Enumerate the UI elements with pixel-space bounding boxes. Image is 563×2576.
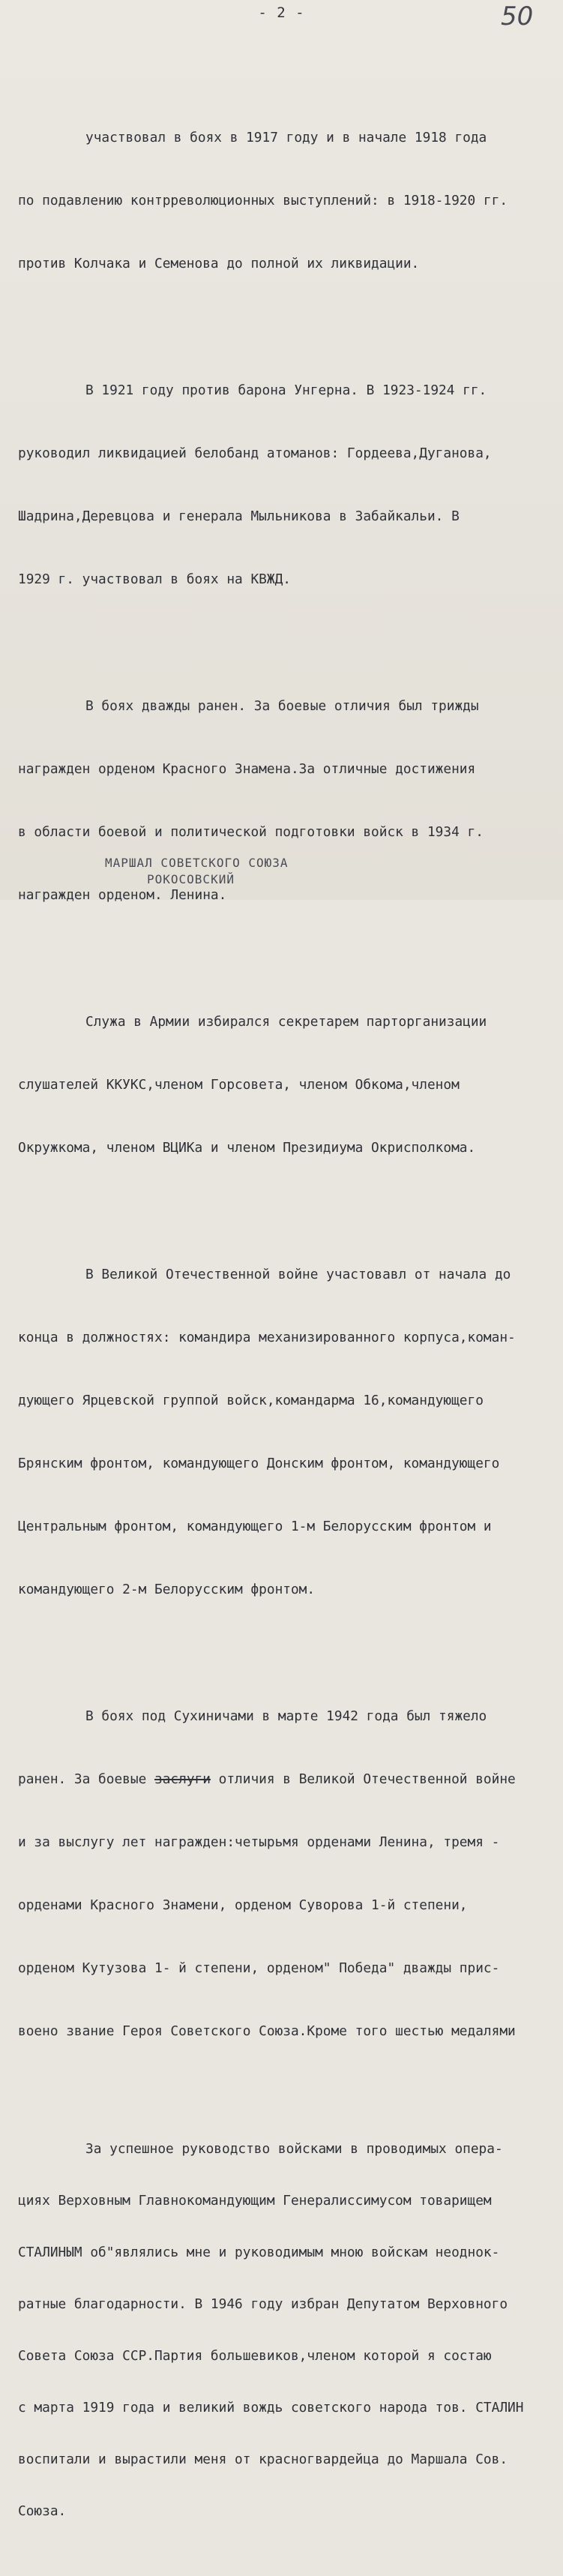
text-line: За успешное руководство войсками в проводимых опера- [85,2141,503,2157]
text-line: конца в должностях: командира механизированного корпуса,коман- [18,1330,516,1345]
text-line: орденом Кутузова 1- й степени, орденом" Победа" дважды прис- [18,1960,500,1976]
paragraph-5 [18,1222,552,1642]
text-line: В боях под Сухиничами в марте 1942 года был тяжело [85,1708,487,1724]
text-line: слушателей ККУКС,членом Горсовета, членом Обкома,членом [18,1077,460,1093]
paragraph-1 [18,85,552,316]
text-line: В 1921 году против барона Унгерна. В 1923-1924 гг. [85,382,487,398]
document-body [18,85,552,2576]
text-line: В Великой Отечественной войне участовавл от начала до [85,1267,511,1282]
page-number: - 2 - [258,4,305,21]
text-line: по подавлению контрреволюционных выступлений: в 1918-1920 гг. [18,193,508,208]
text-line: Совета Союза ССР.Партия большевиков,членом которой я состаю [18,2348,492,2364]
text-line: руководил ликвидацией белобанд атоманов: Гордеева,Дуганова, [18,445,492,461]
text-line: ратные благодарности. В 1946 году избран Депутатом Верховного [18,2296,508,2312]
paragraph-4 [18,970,552,1201]
text-line: и за выслугу лет награжден:четырьмя орденами Ленина, тремя - [18,1834,500,1850]
text-line: в области боевой и политической подготовки войск в 1934 г. [18,824,484,840]
signature-title: МАРШАЛ СОВЕТСКОГО СОЮЗА [105,856,289,870]
text-line: 1929 г. участвовал в боях на КВЖД. [18,571,291,587]
signature-name: РОКОСОВСКИЙ [147,872,235,886]
text-line: Союза. [18,2503,67,2519]
text-line: Центральным фронтом, командующего 1-м Белорусским фронтом и [18,1519,492,1534]
text-line: награжден орденом Красного Знамена.За отличные достижения [18,761,476,777]
paragraph-3 [18,654,552,948]
text-line: награжден орденом. Ленина. [18,887,227,903]
text-line: против Колчака и Семенова до полной их ликвидации. [18,256,420,271]
text-line: с марта 1919 года и великий вождь советского народа тов. СТАЛИН [18,2400,524,2416]
archive-folio-number: 50 [501,1,534,31]
struck-out-word: заслуги [154,1771,211,1787]
text-line: командующего 2-м Белорусским фронтом. [18,1582,316,1597]
text-line: участвовал в боях в 1917 году и в начале 1918 года [85,130,487,145]
paragraph-2 [18,338,552,632]
text-line: дующего Ярцевской группой войск,командарма 16,командующего [18,1393,484,1408]
text-line: Брянским фронтом, командующего Донским фронтом, командующего [18,1456,500,1471]
text-line: Окружкома, членом ВЦИКа и членом Президиума Окрисполкома. [18,1140,476,1156]
text-line-with-strikeout: ранен. За боевые заслуги отличия в Великой Отечественной войне [18,1771,516,1787]
text-line: воспитали и вырастили меня от красногвардейца до Маршала Сов. [18,2452,508,2467]
text-line: орденами Красного Знамени, орденом Суворова 1-й степени, [18,1897,468,1913]
text-line: Служа в Армии избирался секретарем парторганизации [85,1014,487,1030]
paragraph-7 [18,2106,552,2554]
signature-block [105,855,289,888]
text-line: В боях дважды ранен. За боевые отличия был трижды [85,698,479,714]
paragraph-6 [18,1664,552,2084]
text-line: воено звание Героя Советского Союза.Кроме того шестью медалями [18,2023,516,2039]
text-line: Шадрина,Деревцова и генерала Мыльникова в Забайкальи. В [18,508,460,524]
text-line: циях Верховным Главнокомандующим Генералиссимусом товарищем [18,2193,492,2209]
text-line: СТАЛИНЫМ об"являлись мне и руководимым мною войскам неоднок- [18,2245,500,2260]
